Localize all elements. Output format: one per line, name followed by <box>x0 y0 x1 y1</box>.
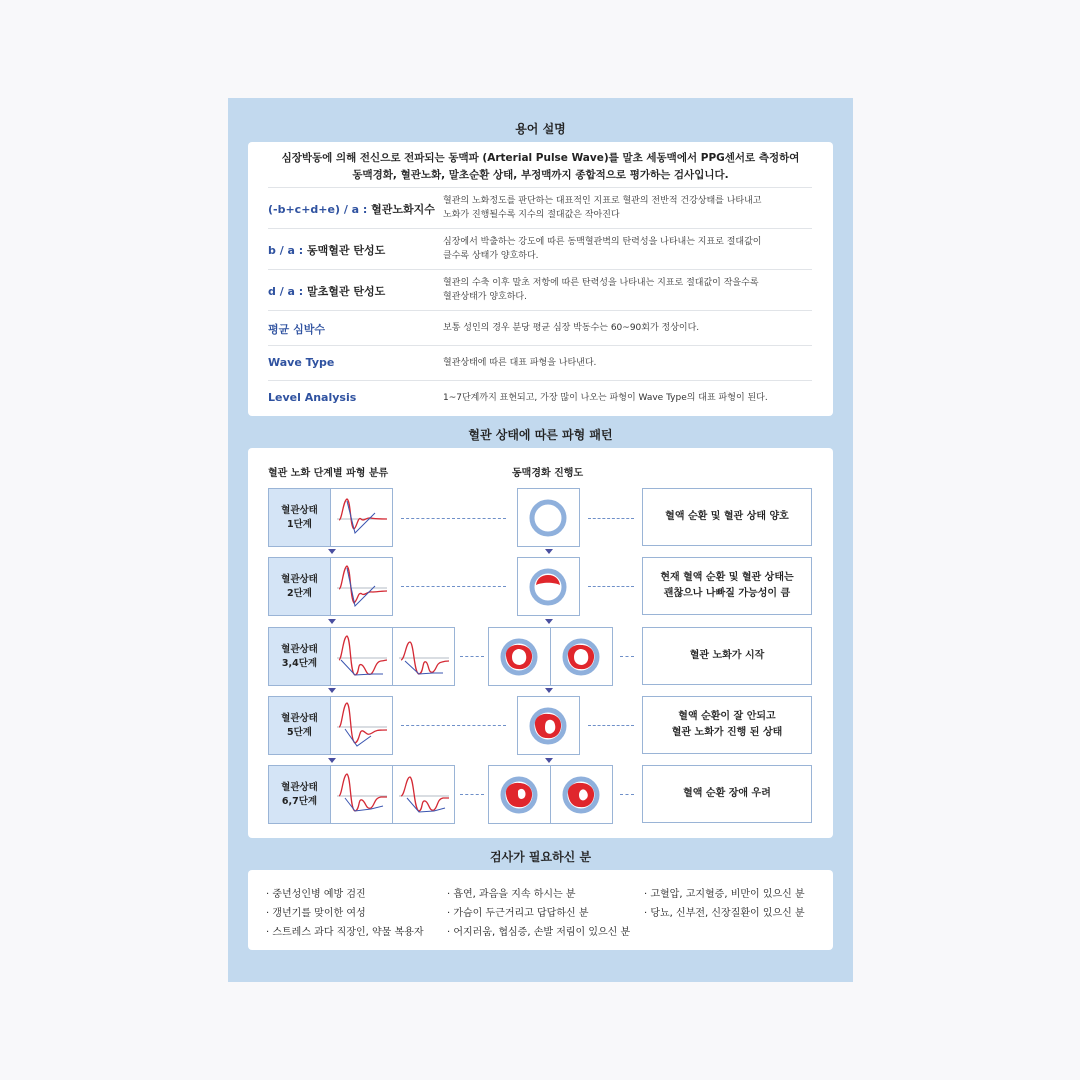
arrow-down-icon <box>545 758 553 763</box>
arrow-down-icon <box>545 549 553 554</box>
connector-line <box>588 586 634 587</box>
vessel-cross-section <box>517 696 580 755</box>
connector-line <box>620 656 634 657</box>
vessel-cross-section <box>550 765 613 824</box>
vessel-cross-section <box>488 765 551 824</box>
glossary-desc: 혈관의 노화정도를 판단하는 대표적인 지표로 혈관의 전반적 건강상태를 나타내고 노화가 진행될수록 지수의 절대값은 작아진다 <box>443 196 762 220</box>
glossary-term-formula: b / a : <box>268 244 308 257</box>
need-item: · 어지러움, 협심증, 손발 저림이 있으신 분 <box>447 927 631 938</box>
need-item: · 흡연, 과음을 지속 하시는 분 <box>447 889 576 900</box>
glossary-intro <box>248 150 833 184</box>
arrow-down-icon <box>328 758 336 763</box>
connector-line <box>460 794 484 795</box>
vessel-cross-section <box>517 488 580 547</box>
connector-line <box>588 518 634 519</box>
glossary-term-formula: d / a : <box>268 285 308 298</box>
connector-line <box>401 725 506 726</box>
info-panel <box>228 98 853 982</box>
glossary-intro-line1: 심장박동에 의해 전신으로 전파되는 동맥파 (Arterial Pulse Wave)를 말초 세동맥에서 PPG센서로 측정하여 <box>281 152 800 164</box>
glossary-title: 용어 설명 <box>515 122 566 136</box>
level-5-result: 혈액 순환이 잘 안되고 혈관 노화가 진행 된 상태 <box>642 696 812 754</box>
waveform-level-2 <box>330 557 393 616</box>
needs-card <box>248 870 833 950</box>
wave-classification-label: 혈관 노화 단계별 파형 분류 <box>268 468 389 479</box>
glossary-intro-line2: 동맥경화, 혈관노화, 말초순환 상태, 부정맥까지 종합적으로 평가하는 검사입니다. <box>352 169 729 181</box>
level-1-result: 혈액 순환 및 혈관 상태 양호 <box>642 488 812 546</box>
glossary-desc: 보통 성인의 경우 분당 평균 심장 박동수는 60~90회가 정상이다. <box>443 323 700 333</box>
waveform-level-6 <box>330 765 393 824</box>
glossary-desc: 혈관상태에 따른 대표 파형을 나타낸다. <box>443 358 597 368</box>
glossary-card <box>248 142 833 416</box>
arrow-down-icon <box>328 688 336 693</box>
level-3-4-result: 혈관 노화가 시작 <box>642 627 812 685</box>
arrow-down-icon <box>545 688 553 693</box>
glossary-term: Level Analysis <box>268 391 357 404</box>
level-1-label: 혈관상태 1단계 <box>268 488 331 547</box>
glossary-term <box>268 242 385 258</box>
connector-line <box>460 656 484 657</box>
arrow-down-icon <box>328 619 336 624</box>
glossary-desc: 혈관의 수축 이후 말초 저항에 따른 탄력성을 나타내는 지표로 절대값이 작을수록 혈관상태가 양호하다. <box>443 278 759 302</box>
glossary-desc: 1~7단계까지 표현되고, 가장 많이 나오는 파형이 Wave Type의 대표 파형이 된다. <box>443 393 768 403</box>
glossary-term-formula: (-b+c+d+e) / a : <box>268 203 372 216</box>
waveform-level-7 <box>392 765 455 824</box>
need-item: · 중년성인병 예방 검진 <box>266 889 366 900</box>
glossary-term: Wave Type <box>268 356 335 369</box>
glossary-row <box>268 310 812 345</box>
level-6-7-label: 혈관상태 6,7단계 <box>268 765 331 824</box>
level-6-7-result: 혈액 순환 장애 우려 <box>642 765 812 823</box>
arrow-down-icon <box>328 549 336 554</box>
waveform-level-4 <box>392 627 455 686</box>
level-3-4-label: 혈관상태 3,4단계 <box>268 627 331 686</box>
need-item: · 스트레스 과다 직장인, 약물 복용자 <box>266 927 424 938</box>
glossary-row <box>268 345 812 380</box>
connector-line <box>620 794 634 795</box>
waveform-level-5 <box>330 696 393 755</box>
level-2-result: 현재 혈액 순환 및 혈관 상태는 괜찮으나 나빠질 가능성이 큼 <box>642 557 812 615</box>
level-2-label: 혈관상태 2단계 <box>268 557 331 616</box>
glossary-term-name: 말초혈관 탄성도 <box>307 285 386 298</box>
level-5-label: 혈관상태 5단계 <box>268 696 331 755</box>
connector-line <box>401 518 506 519</box>
connector-line <box>588 725 634 726</box>
need-item: · 당뇨, 신부전, 신장질환이 있으신 분 <box>644 908 805 919</box>
need-item: · 고혈압, 고지혈증, 비만이 있으신 분 <box>644 889 805 900</box>
glossary-row <box>268 228 812 269</box>
glossary-row <box>268 269 812 310</box>
vessel-cross-section <box>488 627 551 686</box>
arteriosclerosis-label: 동맥경화 진행도 <box>512 468 584 479</box>
need-item: · 갱년기를 맞이한 여성 <box>266 908 366 919</box>
arrow-down-icon <box>545 619 553 624</box>
glossary-term-name: 혈관노화지수 <box>371 203 435 216</box>
glossary-term <box>268 201 435 217</box>
glossary-row <box>268 187 812 228</box>
glossary-term-name: 동맥혈관 탄성도 <box>307 244 386 257</box>
vessel-cross-section <box>517 557 580 616</box>
waveform-level-1 <box>330 488 393 547</box>
waveform-level-3 <box>330 627 393 686</box>
glossary-term: 평균 심박수 <box>268 323 325 336</box>
waves-card <box>248 448 833 838</box>
vessel-cross-section <box>550 627 613 686</box>
needs-title: 검사가 필요하신 분 <box>489 850 592 864</box>
glossary-row <box>268 380 812 415</box>
glossary-term <box>268 283 385 299</box>
need-item: · 가슴이 두근거리고 답답하신 분 <box>447 908 589 919</box>
connector-line <box>401 586 506 587</box>
waves-title: 혈관 상태에 따른 파형 패턴 <box>468 428 613 442</box>
glossary-desc: 심장에서 박출하는 강도에 따른 동맥혈관벽의 탄력성을 나타내는 지표로 절대값이 클수록 상태가 양호하다. <box>443 237 762 261</box>
